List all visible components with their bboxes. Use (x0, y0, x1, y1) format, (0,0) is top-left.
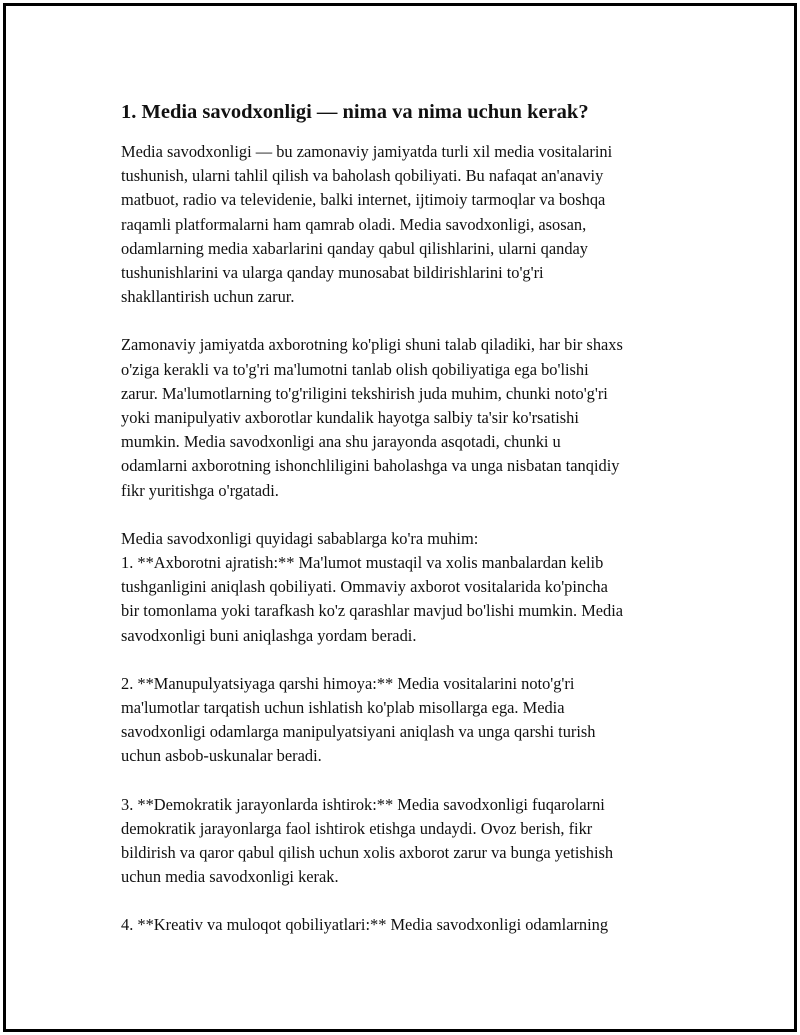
text-line: demokratik jarayonlarga faol ishtirok etishga undaydi. Ovoz berish, fikr (121, 818, 593, 838)
page-frame (3, 3, 797, 1032)
text-line: odamlarni axborotning ishonchliligini baholashga va unga nisbatan tanqidiy (121, 456, 620, 476)
text-line: tushunishlarini va ularga qanday munosabat bildirishlarini to'g'ri (121, 263, 544, 283)
text-line: savodxonligi odamlarga manipulyatsiyani aniqlash va unga qarshi turish (121, 722, 596, 742)
text-line: uchun asbob-uskunalar beradi. (121, 746, 322, 766)
text-line: o'ziga kerakli va to'g'ri ma'lumotni tanlab olish qobiliyatiga ega bo'lishi (121, 359, 589, 379)
text-line: bildirish va qaror qabul qilish uchun xolis axborot zarur va bunga yetishish (121, 843, 614, 863)
document-title: 1. Media savodxonligi — nima va nima uchun kerak? (121, 101, 589, 123)
document-body (121, 98, 696, 962)
paragraph-point-2 (121, 672, 696, 769)
text-line: raqamli platformalarni ham qamrab oladi. Media savodxonligi, asosan, (121, 214, 587, 234)
text-line: ma'lumotlar tarqatish uchun ishlatish ko'plab misollarga ega. Media (121, 698, 565, 718)
text-line: uchun media savodxonligi kerak. (121, 867, 339, 887)
text-line: Media savodxonligi — bu zamonaviy jamiyatda turli xil media vositalarini (121, 142, 613, 161)
text-line: 2. **Manupulyatsiyaga qarshi himoya:** Media vositalarini noto'g'ri (121, 673, 575, 693)
paragraph-point-4 (121, 913, 696, 937)
paragraph-information-abundance (121, 333, 696, 502)
text-line: 4. **Kreativ va muloqot qobiliyatlari:** Media savodxonligi odamlarning (121, 915, 609, 935)
text-line: savodxonligi buni aniqlashga yordam beradi. (121, 625, 417, 645)
text-line: 1. **Axborotni ajratish:** Ma'lumot mustaqil va xolis manbalardan kelib (121, 553, 604, 573)
paragraph-reasons-point-1 (121, 527, 696, 648)
text-line: zarur. Ma'lumotlarning to'g'riligini tekshirish juda muhim, chunki noto'g'ri (121, 383, 608, 403)
paragraph-point-3 (121, 793, 696, 890)
text-line: shakllantirish uchun zarur. (121, 287, 295, 307)
text-line: tushganligini aniqlash qobiliyati. Ommaviy axborot vositalarida ko'pincha (121, 577, 608, 597)
text-line: tushunish, ularni tahlil qilish va baholash qobiliyati. Bu nafaqat an'anaviy (121, 166, 604, 186)
text-line: yoki manipulyativ axborotlar kundalik hayotga salbiy ta'sir ko'rsatishi (121, 408, 579, 428)
text-line: Media savodxonligi quyidagi sabablarga ko'ra muhim: (121, 528, 479, 548)
text-line: mumkin. Media savodxonligi ana shu jarayonda asqotadi, chunki u (121, 432, 561, 452)
text-line: matbuot, radio va televidenie, balki internet, ijtimoiy tarmoqlar va boshqa (121, 190, 606, 210)
paragraph-intro (121, 140, 696, 309)
text-line: Zamonaviy jamiyatda axborotning ko'pligi shuni talab qiladiki, har bir shaxs (121, 335, 623, 355)
text-line: 3. **Demokratik jarayonlarda ishtirok:** Media savodxonligi fuqarolarni (121, 794, 605, 814)
text-line: bir tomonlama yoki tarafkash ko'z qarashlar mavjud bo'lishi mumkin. Media (121, 601, 624, 621)
text-line: odamlarning media xabarlarini qanday qabul qilishlarini, ularni qanday (121, 238, 588, 258)
text-line: fikr yuritishga o'rgatadi. (121, 480, 279, 500)
